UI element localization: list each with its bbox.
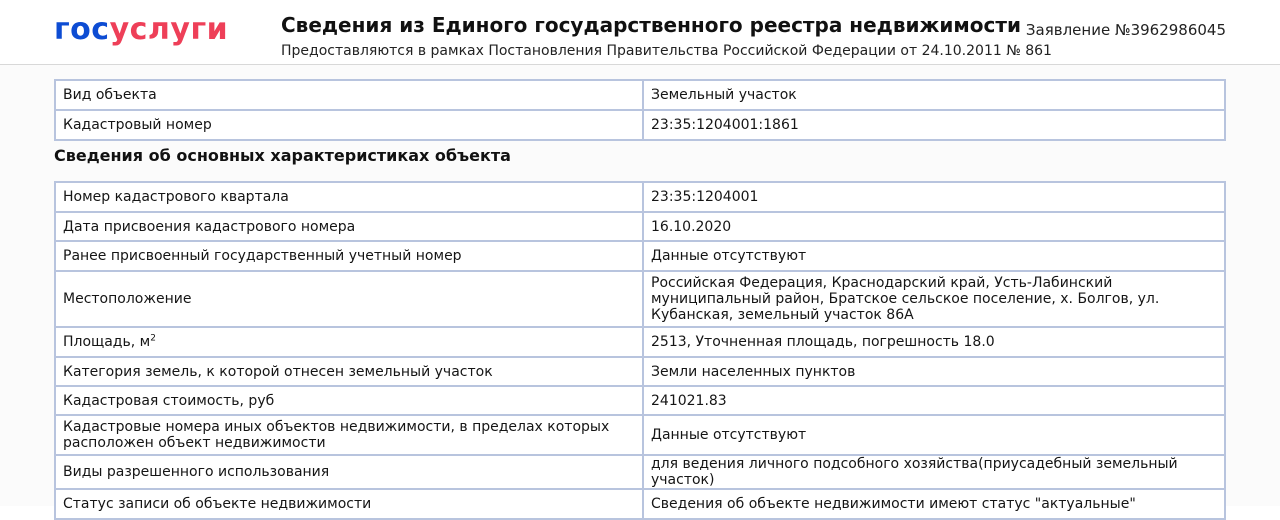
row-value: для ведения личного подсобного хозяйства(приусадебный земельный участок) (643, 455, 1225, 489)
object-table (54, 79, 1226, 141)
row-value: Сведения об объекте недвижимости имеют статус "актуальные" (643, 489, 1225, 519)
row-value: Земли населенных пунктов (643, 357, 1225, 386)
row-value: 2513, Уточненная площадь, погрешность 18.0 (643, 327, 1225, 357)
row-value: Данные отсутствуют (643, 415, 1225, 455)
row-value: 23:35:1204001:1861 (643, 110, 1225, 140)
page-header (0, 0, 1280, 65)
row-label: Кадастровая стоимость, руб (55, 386, 643, 415)
row-label: Кадастровые номера иных объектов недвижимости, в пределах которых расположен объект недвижимости (55, 415, 643, 455)
table-row (55, 182, 1225, 212)
row-value: Российская Федерация, Краснодарский край, Усть-Лабинский муниципальный район, Братское сельское поселение, х. Болгов, ул. Кубанская, земельный участок 86А (643, 271, 1225, 327)
table-row (55, 80, 1225, 110)
row-value: Земельный участок (643, 80, 1225, 110)
document-title: Сведения из Единого государственного реестра недвижимости (281, 13, 1021, 37)
row-label: Кадастровый номер (55, 110, 643, 140)
row-label: Номер кадастрового квартала (55, 182, 643, 212)
area-unit-superscript: 2 (150, 333, 156, 344)
document-subtitle: Предоставляются в рамках Постановления Правительства Российской Федерации от 24.10.2011 № 861 (281, 43, 1052, 59)
row-label: Местоположение (55, 271, 643, 327)
characteristics-table (54, 181, 1226, 520)
table-row (55, 357, 1225, 386)
table-row (55, 110, 1225, 140)
table-row (55, 386, 1225, 415)
row-label: Категория земель, к которой отнесен земельный участок (55, 357, 643, 386)
row-label: Статус записи об объекте недвижимости (55, 489, 643, 519)
row-value: 241021.83 (643, 386, 1225, 415)
table-row (55, 271, 1225, 327)
section-title: Сведения об основных характеристиках объекта (54, 146, 511, 165)
row-label (55, 327, 643, 357)
application-number: Заявление №3962986045 (1025, 21, 1226, 39)
area-label-text: Площадь, м (63, 334, 151, 350)
table-row (55, 241, 1225, 271)
table-row (55, 327, 1225, 357)
gosuslugi-logo[interactable] (54, 12, 228, 48)
table-row (55, 415, 1225, 455)
row-value: 16.10.2020 (643, 212, 1225, 241)
row-label: Ранее присвоенный государственный учетный номер (55, 241, 643, 271)
table-row (55, 489, 1225, 519)
row-value: 23:35:1204001 (643, 182, 1225, 212)
table-row (55, 455, 1225, 489)
row-value: Данные отсутствуют (643, 241, 1225, 271)
row-label: Дата присвоения кадастрового номера (55, 212, 643, 241)
table-row (55, 212, 1225, 241)
logo-part-gos: гос (54, 12, 110, 47)
row-label: Вид объекта (55, 80, 643, 110)
row-label: Виды разрешенного использования (55, 455, 643, 489)
logo-part-uslugi: услуги (109, 12, 229, 47)
